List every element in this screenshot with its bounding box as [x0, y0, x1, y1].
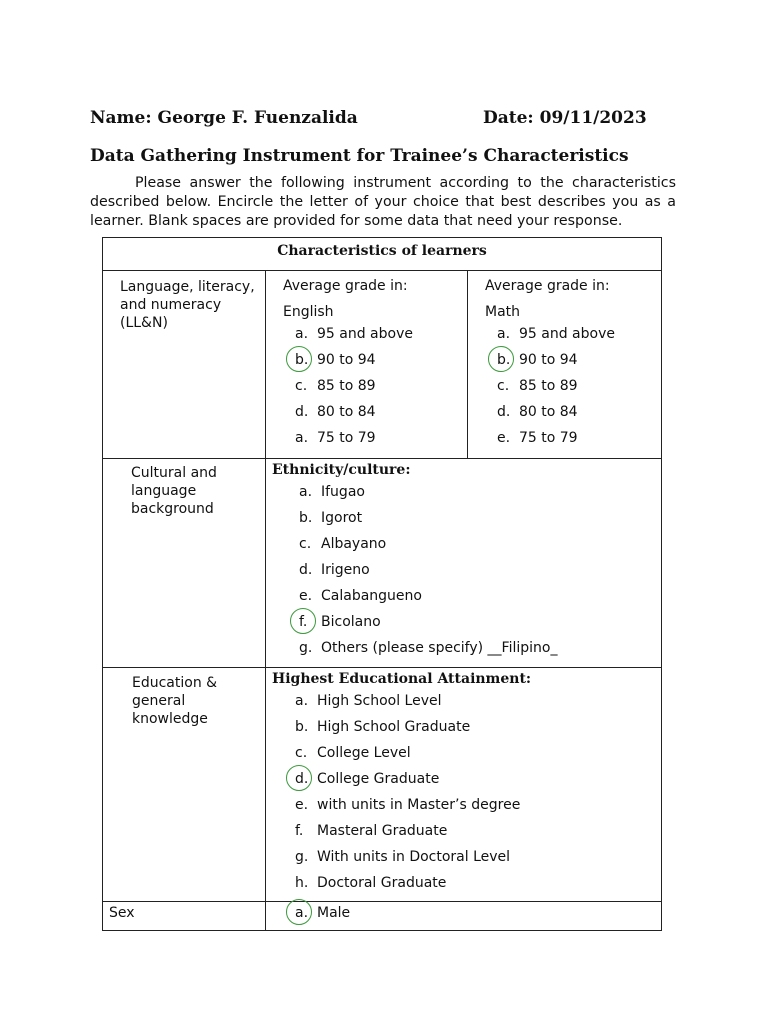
option-letter: c.: [295, 378, 308, 394]
option-item: [295, 766, 661, 792]
option-letter: g.: [295, 849, 309, 865]
option-text: High School Level: [317, 693, 442, 709]
english-options: [295, 321, 467, 451]
option-text: With units in Doctoral Level: [317, 849, 511, 865]
option-item: [295, 321, 467, 347]
option-text: 75 to 79: [519, 430, 578, 446]
table-header: Characteristics of learners: [103, 238, 662, 271]
option-letter: b.: [497, 352, 511, 368]
option-text: Calabangueno: [321, 588, 422, 604]
option-text: 90 to 94: [519, 352, 578, 368]
sex-label: Sex: [109, 905, 135, 921]
instructions-paragraph: Please answer the following instrument according to the characteristics described below. Encircle the letter of your choice that best describes you as a learner. Blank spaces are provided for some data that need your response.: [90, 175, 676, 229]
option-item: [295, 844, 661, 870]
culture-label-cell: [103, 459, 266, 668]
option-text: Albayano: [321, 536, 387, 552]
math-subject: Math: [485, 304, 521, 320]
selection-circle: [286, 899, 312, 925]
education-label-cell: [103, 668, 266, 902]
option-letter: e.: [299, 588, 313, 604]
option-item: [295, 714, 661, 740]
english-subject: English: [283, 304, 334, 320]
option-letter: e.: [497, 430, 511, 446]
option-letter: a.: [299, 484, 313, 500]
option-letter: b.: [295, 719, 309, 735]
option-text: 80 to 84: [519, 404, 578, 420]
option-text: Irigeno: [321, 562, 370, 578]
option-item: [497, 399, 661, 425]
option-item: [295, 425, 467, 451]
selection-circle: [488, 346, 514, 372]
option-letter: g.: [299, 640, 313, 656]
option-text: 85 to 89: [519, 378, 578, 394]
education-label: Education & general knowledge: [132, 675, 218, 727]
selection-circle: [286, 346, 312, 372]
selection-circle: [286, 765, 312, 791]
math-heading: Average grade in:: [485, 278, 610, 294]
option-item: [295, 399, 467, 425]
name-line: Name: George F. Fuenzalida: [90, 108, 358, 128]
education-options: [295, 688, 661, 896]
option-letter: f.: [295, 823, 304, 839]
option-letter: c.: [497, 378, 510, 394]
sex-cell: [266, 902, 662, 931]
option-letter: b.: [295, 352, 309, 368]
option-letter: d.: [295, 771, 309, 787]
math-options: [497, 321, 661, 451]
option-text: High School Graduate: [317, 719, 471, 735]
english-cell: [266, 271, 468, 459]
option-letter: a.: [295, 905, 309, 921]
option-letter: d.: [299, 562, 313, 578]
option-item: [295, 373, 467, 399]
option-text: 80 to 84: [317, 404, 376, 420]
option-letter: a.: [295, 430, 309, 446]
option-item: [295, 900, 661, 926]
option-text: Male: [317, 905, 351, 921]
option-text: Ifugao: [321, 484, 365, 500]
option-letter: a.: [497, 326, 511, 342]
characteristics-table: [102, 237, 662, 931]
selection-circle: [290, 608, 316, 634]
option-letter: f.: [299, 614, 308, 630]
option-item: [299, 609, 661, 635]
option-item: [299, 505, 661, 531]
option-text: 95 and above: [317, 326, 413, 342]
option-text: Others (please specify) __Filipino_: [321, 640, 558, 656]
option-letter: b.: [299, 510, 313, 526]
llan-label-cell: [103, 271, 266, 459]
document-title: Data Gathering Instrument for Trainee’s Characteristics: [90, 146, 629, 166]
llan-label: Language, literacy, and numeracy (LL&N): [120, 279, 255, 331]
option-text: Igorot: [321, 510, 363, 526]
option-text: Bicolano: [321, 614, 381, 630]
option-text: Masteral Graduate: [317, 823, 448, 839]
culture-title: Ethnicity/culture:: [272, 462, 411, 478]
option-letter: h.: [295, 875, 309, 891]
option-item: [497, 373, 661, 399]
option-letter: d.: [497, 404, 511, 420]
sex-options: [295, 900, 661, 926]
option-letter: a.: [295, 693, 309, 709]
option-item: [295, 740, 661, 766]
option-letter: e.: [295, 797, 309, 813]
option-text: 85 to 89: [317, 378, 376, 394]
date-line: Date: 09/11/2023: [483, 108, 647, 128]
option-item: [299, 583, 661, 609]
option-item: [497, 347, 661, 373]
option-text: 95 and above: [519, 326, 615, 342]
option-item: [295, 347, 467, 373]
option-letter: c.: [299, 536, 312, 552]
culture-cell: [266, 459, 662, 668]
option-text: College Level: [317, 745, 411, 761]
option-item: [299, 479, 661, 505]
option-item: [299, 557, 661, 583]
option-item: [497, 321, 661, 347]
option-text: 90 to 94: [317, 352, 376, 368]
sex-label-cell: [103, 902, 266, 931]
option-letter: c.: [295, 745, 308, 761]
option-item: [295, 688, 661, 714]
option-item: [299, 635, 661, 661]
english-heading: Average grade in:: [283, 278, 408, 294]
option-item: [299, 531, 661, 557]
option-letter: d.: [295, 404, 309, 420]
option-item: [497, 425, 661, 451]
option-text: College Graduate: [317, 771, 440, 787]
education-title: Highest Educational Attainment:: [272, 671, 532, 687]
option-text: 75 to 79: [317, 430, 376, 446]
option-item: [295, 870, 661, 896]
option-letter: a.: [295, 326, 309, 342]
math-cell: [468, 271, 662, 459]
education-cell: [266, 668, 662, 902]
option-item: [295, 792, 661, 818]
option-text: with units in Master’s degree: [317, 797, 521, 813]
option-text: Doctoral Graduate: [317, 875, 447, 891]
culture-options: [299, 479, 661, 661]
option-item: [295, 818, 661, 844]
culture-label: Cultural and language background: [131, 465, 217, 517]
